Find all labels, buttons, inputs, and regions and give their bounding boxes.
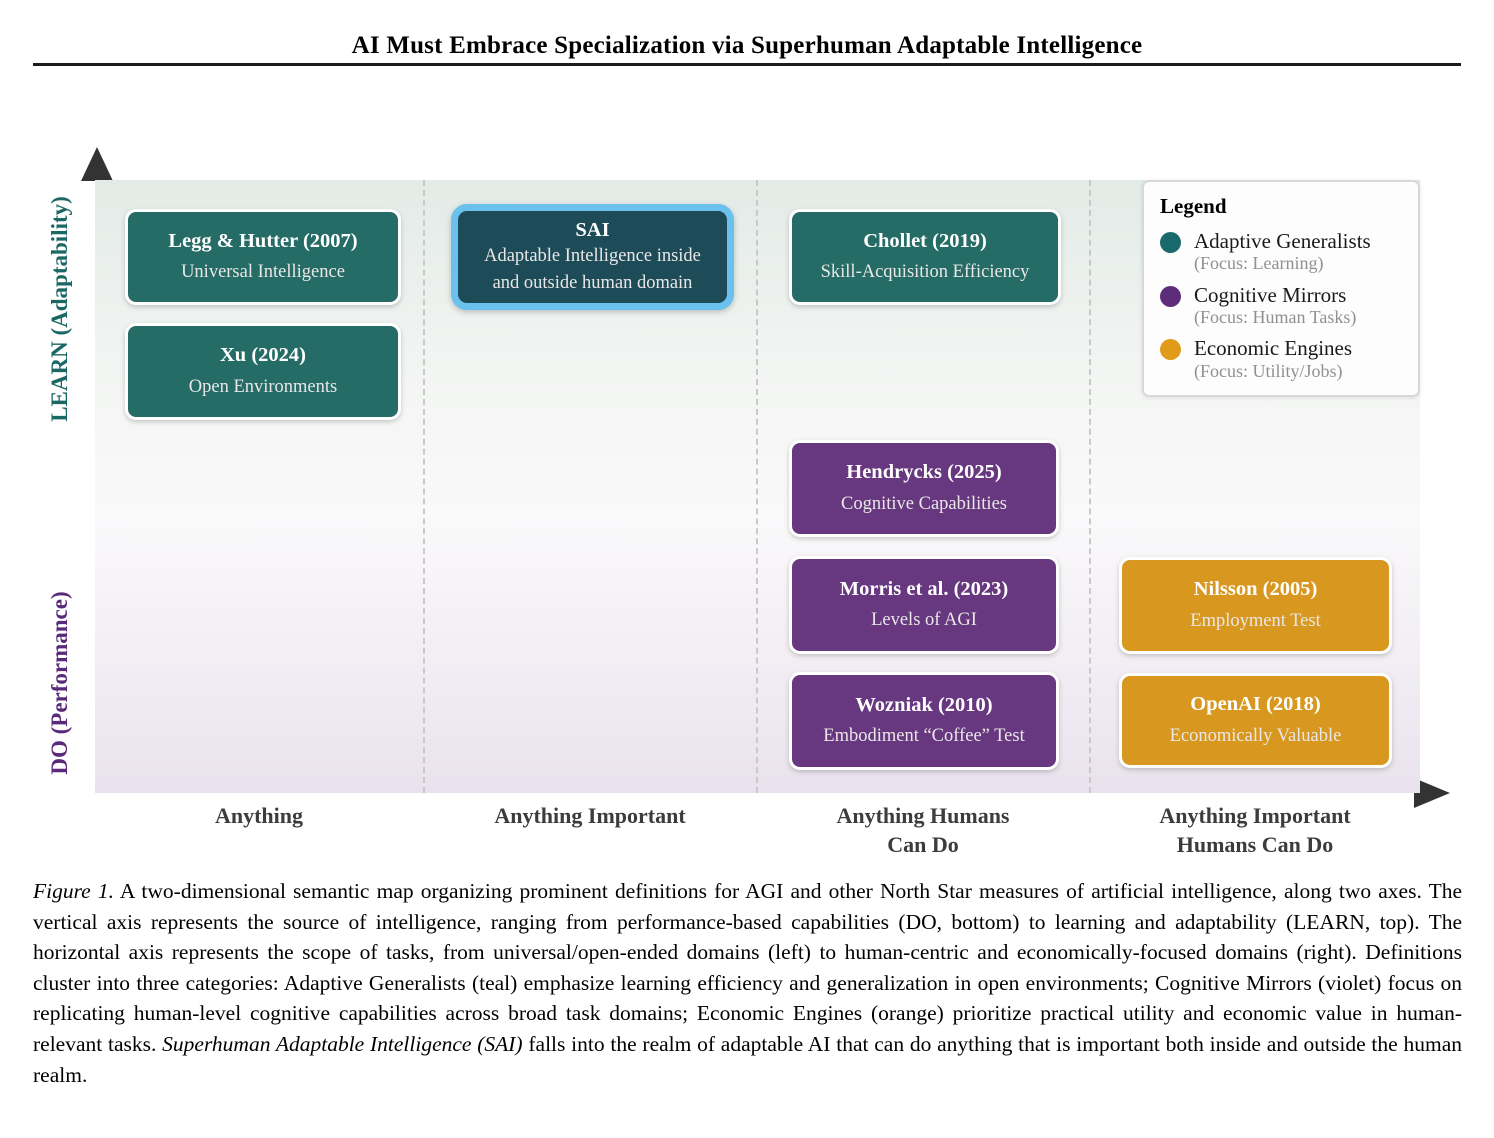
box-title: OpenAI (2018): [1190, 693, 1321, 716]
legend-item-cognitive-mirrors: [1160, 283, 1418, 329]
x-axis-label-anything: [89, 801, 429, 830]
box-title: Nilsson (2005): [1193, 578, 1318, 601]
definition-box-chollet: [789, 209, 1061, 305]
y-axis-label-learn: LEARN (Adaptability): [47, 196, 72, 422]
definition-box-nilsson: [1119, 557, 1392, 654]
box-subtitle-line: and outside human domain: [492, 273, 693, 294]
y-axis-arrow-icon: [81, 147, 113, 181]
box-title: Chollet (2019): [863, 229, 987, 252]
box-subtitle: Open Environments: [188, 376, 338, 397]
box-subtitle: Cognitive Capabilities: [841, 493, 1007, 514]
box-subtitle: Economically Valuable: [1169, 725, 1342, 746]
box-subtitle: Skill-Acquisition Efficiency: [820, 262, 1030, 283]
box-subtitle: Employment Test: [1190, 610, 1321, 631]
legend-focus: (Focus: Utility/Jobs): [1194, 360, 1343, 381]
definition-box-hendrycks: [789, 440, 1059, 537]
x-label-line: Anything Important: [1159, 803, 1351, 828]
box-title: Morris et al. (2023): [839, 577, 1009, 600]
figure-caption-label: Figure 1.: [33, 879, 114, 903]
legend-label: Economic Engines: [1194, 336, 1353, 361]
x-label-line: Can Do: [887, 832, 959, 857]
semantic-map-plot-area: [95, 180, 1420, 793]
teal-dot-icon: [1160, 232, 1181, 253]
title-divider: [33, 63, 1461, 66]
box-title: Xu (2024): [220, 344, 306, 367]
legend-title: Legend: [1160, 194, 1227, 218]
box-title: Hendrycks (2025): [846, 461, 1002, 484]
legend-panel: [1142, 180, 1420, 397]
figure-caption: [33, 876, 1462, 1090]
x-axis-label-anything-important: [420, 801, 760, 830]
legend-item-economic-engines: [1160, 336, 1418, 382]
legend-focus: (Focus: Learning): [1194, 253, 1324, 274]
definition-box-morris: [789, 556, 1059, 654]
legend-label: Adaptive Generalists: [1194, 229, 1371, 253]
box-subtitle-line: Adaptable Intelligence inside: [484, 246, 701, 267]
column-divider: [1089, 180, 1091, 793]
figure-caption-body-2: falls into the realm of adaptable AI that can do anything that is important both inside and outside the human realm.: [33, 1031, 1462, 1087]
y-axis-label-do: DO (Performance): [47, 591, 72, 775]
orange-dot-icon: [1160, 339, 1181, 360]
definition-box-wozniak: [789, 672, 1059, 770]
legend-label: Cognitive Mirrors: [1194, 282, 1347, 307]
box-title: SAI: [575, 218, 610, 241]
figure-caption-sai-phrase: Superhuman Adaptable Intelligence (SAI): [162, 1031, 523, 1056]
definition-box-openai: [1119, 673, 1392, 768]
legend-focus: (Focus: Human Tasks): [1194, 306, 1357, 327]
definition-box-xu: [125, 323, 401, 420]
box-subtitle: Levels of AGI: [871, 610, 977, 631]
purple-dot-icon: [1160, 286, 1181, 307]
column-divider: [756, 180, 758, 793]
box-subtitle: Universal Intelligence: [181, 262, 345, 283]
box-title: Wozniak (2010): [855, 693, 993, 716]
figure-caption-body-1: A two-dimensional semantic map organizing prominent definitions for AGI and other North Star measures of artificial intelligence, along two axes. The vertical axis represents the source of intelligence, ranging from performance-based capabilities (DO, bottom) to learning and adaptability (LEARN, top). The horizontal axis represents the scope of tasks, from universal/open-ended domains (left) to human-centric and economically-focused domains (right). Definitions cluster into three categories: Adaptive Generalists (teal) emphasize learning efficiency and generalization in open environments; Cognitive Mirrors (violet) focus on replicating human-level cognitive capabilities across broad task domains; Economic Engines (orange) prioritize practical utility and economic value in human-relevant tasks.: [33, 879, 1462, 1056]
x-label-line: Anything Important: [494, 803, 686, 828]
legend-item-adaptive-generalists: [1160, 229, 1418, 275]
x-label-line: Humans Can Do: [1176, 832, 1334, 857]
x-axis-label-anything-humans-can-do: [753, 801, 1093, 859]
paper-title: AI Must Embrace Specialization via Superhuman Adaptable Intelligence: [351, 32, 1143, 59]
box-subtitle: Embodiment “Coffee” Test: [823, 726, 1025, 747]
x-axis-label-anything-important-humans-can-do: [1085, 801, 1425, 859]
box-title: Legg & Hutter (2007): [168, 229, 358, 252]
definition-box-legg-hutter: [125, 209, 401, 305]
column-divider: [423, 180, 425, 793]
x-label-line: Anything Humans: [836, 803, 1010, 828]
x-label-line: Anything: [214, 803, 304, 828]
definition-box-sai-highlighted: [451, 204, 734, 310]
